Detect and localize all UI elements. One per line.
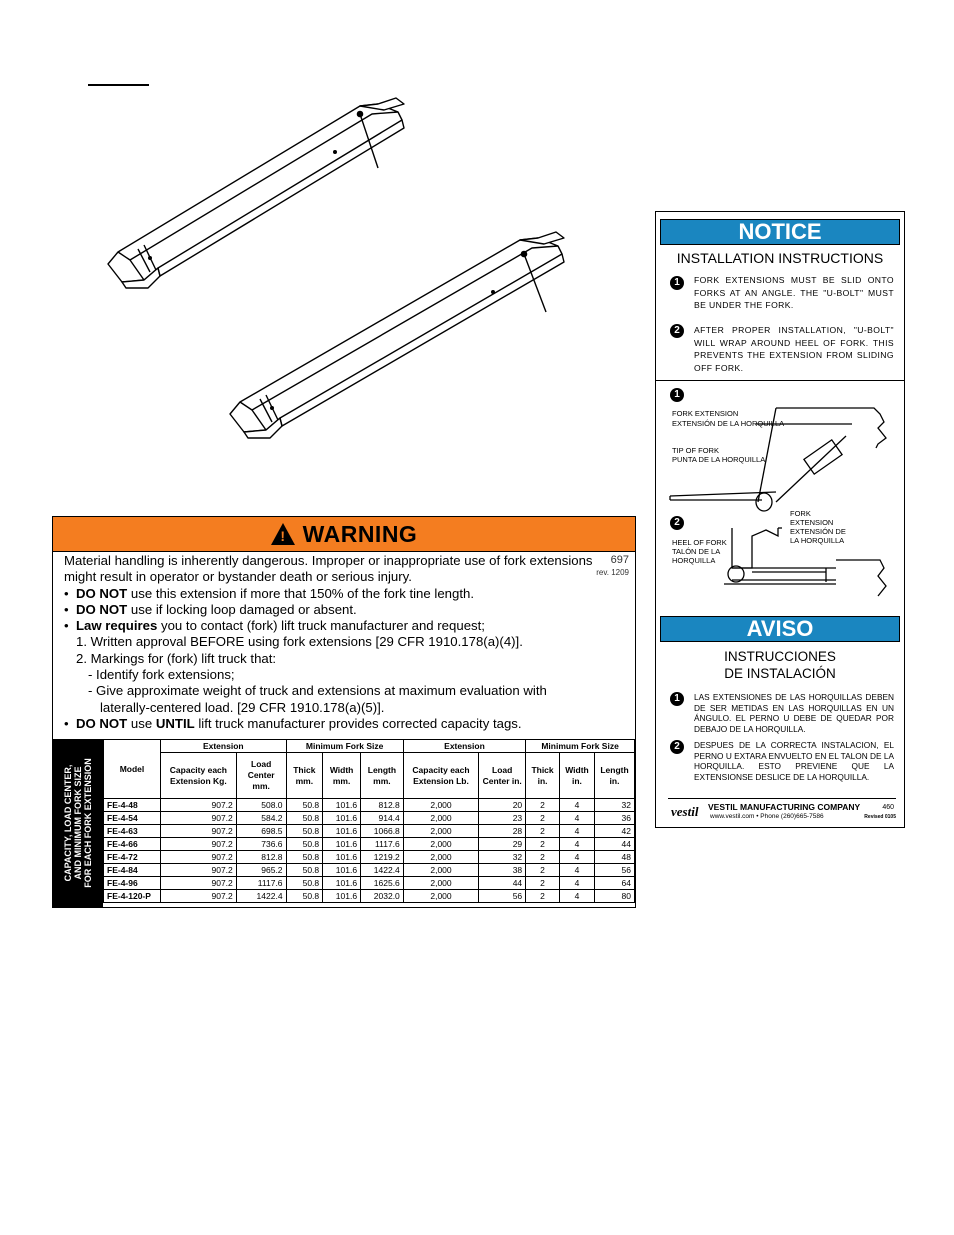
step-1-icon: 1 [670,276,684,290]
table-cell: 50.8 [286,864,323,877]
table-cell: 4 [559,799,594,812]
table-cell: 101.6 [323,877,361,890]
table-cell: 4 [559,851,594,864]
table-cell: 2,000 [403,838,478,851]
table-cell: 2032.0 [361,890,404,903]
es-step-1-icon: 1 [670,692,684,706]
table-row [104,851,635,864]
figure-1-icon: 1 [670,388,684,402]
fig2-label-horquilla: LA HORQUILLA [790,536,845,545]
table-row [104,877,635,890]
model-header: Model [104,740,161,799]
notice-title: NOTICE [660,219,900,245]
fig1-label-fork-extension: FORK EXTENSION [672,409,739,418]
step-2-icon: 2 [670,324,684,338]
es-heading-1: INSTRUCCIONES [724,649,836,664]
divider [656,380,904,381]
table-cell: 2,000 [403,812,478,825]
warning-subitem-1: - Identify fork extensions; [88,667,235,683]
fork-extensions-illustration [60,92,620,452]
table-cell: 907.2 [161,890,237,903]
fork-extension-upper [108,98,404,288]
warning-item-1: 1. Written approval BEFORE using fork extensions [29 CFR 1910.178(a)(4)]. [76,634,523,650]
group-header: Extension [161,740,287,753]
table-cell: 36 [595,812,635,825]
table-cell: 101.6 [323,851,361,864]
top-rule [88,84,149,86]
table-cell: 1422.4 [361,864,404,877]
table-cell: 50.8 [286,812,323,825]
table-cell: 32 [595,799,635,812]
table-cell: 1219.2 [361,851,404,864]
column-header: Thick in. [526,753,560,799]
fig2-label-extension: EXTENSION [790,518,834,527]
table-cell: 23 [479,812,526,825]
fig1-label-tip: TIP OF FORK [672,446,719,455]
table-cell: 28 [479,825,526,838]
fork-extension-lower [230,232,564,438]
model-cell: FE-4-120-P [104,890,161,903]
table-cell: 2,000 [403,799,478,812]
table-row [104,838,635,851]
model-cell: FE-4-63 [104,825,161,838]
capacity-table [103,739,635,903]
table-cell: 50.8 [286,838,323,851]
column-header: Thick mm. [286,753,323,799]
es-step-1-text: LAS EXTENSIONES DE LAS HORQUILLAS DEBEN DE SER METIDAS EN LAS HORQUILLAS EN UN ÁNGULO. EL PERNO U DEBE DE QUEDAR POR DEBAJO DE LA HORQUILLA. [694,692,894,734]
table-cell: 4 [559,838,594,851]
table-cell: 4 [559,890,594,903]
table-cell: 1625.6 [361,877,404,890]
table-cell: 907.2 [161,799,237,812]
table-cell: 2 [526,812,560,825]
warning-triangle-icon: ! [271,523,295,545]
table-cell: 965.2 [236,864,286,877]
table-cell: 32 [479,851,526,864]
table-cell: 1117.6 [236,877,286,890]
company-name: VESTIL MANUFACTURING COMPANY [708,802,861,812]
table-row [104,812,635,825]
table-cell: 2,000 [403,877,478,890]
warning-bullet-1: • DO NOT use this extension if more that 150% of the fork tine length. [64,585,474,601]
model-cell: FE-4-96 [104,877,161,890]
table-cell: 907.2 [161,851,237,864]
model-cell: FE-4-66 [104,838,161,851]
label-revision: rev. 1209 [596,568,629,577]
group-header: Minimum Fork Size [286,740,403,753]
table-cell: 698.5 [236,825,286,838]
table-cell: 907.2 [161,864,237,877]
column-header: Load Center mm. [236,753,286,799]
fig2-label-extension-es: EXTENSIÓN DE [790,527,846,536]
warning-intro: Material handling is inherently dangerous. Improper or inappropriate use of fork extensions might result in operator or bystander death or serious injury. [64,553,593,585]
company-contact: www.vestil.com • Phone (260)665-7586 [710,813,824,820]
fig2-label-heel-es-2: HORQUILLA [672,556,716,565]
es-step-2-text: DESPUES DE LA CORRECTA INSTALACION, EL PERNO U EXTARA ENVUELTO EN EL TALON DE LA HORQUILLA. ESTO PREVIENE QUE LA EXTENSIONSE DESLICE DE LA HORQUILLA. [694,740,894,782]
installation-instructions-heading: INSTALLATION INSTRUCTIONS [676,250,884,266]
table-cell: 508.0 [236,799,286,812]
table-cell: 907.2 [161,812,237,825]
table-cell: 1066.8 [361,825,404,838]
table-row [104,825,635,838]
table-cell: 4 [559,864,594,877]
fig2-label-fork: FORK [790,509,811,518]
table-cell: 1117.6 [361,838,404,851]
table-cell: 812.8 [236,851,286,864]
column-header: Width mm. [323,753,361,799]
aviso-title: AVISO [660,616,900,642]
model-cell: FE-4-54 [104,812,161,825]
table-cell: 736.6 [236,838,286,851]
table-cell: 50.8 [286,825,323,838]
table-cell: 20 [479,799,526,812]
table-cell: 2 [526,799,560,812]
table-cell: 4 [559,812,594,825]
table-row [104,864,635,877]
table-cell: 101.6 [323,890,361,903]
warning-item-2: 2. Markings for (fork) lift truck that: [76,650,277,666]
table-cell: 2 [526,877,560,890]
table-cell: 2 [526,890,560,903]
table-cell: 584.2 [236,812,286,825]
warning-title: WARNING [302,520,418,547]
es-step-2-icon: 2 [670,740,684,754]
table-cell: 50.8 [286,851,323,864]
table-cell: 50.8 [286,877,323,890]
column-header: Load Center in. [479,753,526,799]
fig2-label-heel-es: TALÓN DE LA [672,547,721,556]
model-cell: FE-4-48 [104,799,161,812]
column-header: Width in. [559,753,594,799]
table-cell: 907.2 [161,877,237,890]
table-cell: 2 [526,838,560,851]
table-row [104,890,635,903]
table-cell: 80 [595,890,635,903]
label-footer [668,798,896,825]
warning-bullet-2: • DO NOT use if locking loop damaged or absent. [64,601,357,617]
table-cell: 907.2 [161,825,237,838]
figure-2-icon: 2 [670,516,684,530]
table-cell: 48 [595,851,635,864]
table-cell: 101.6 [323,864,361,877]
label-number-value: 697 [610,554,629,566]
notice-label [655,211,905,828]
table-cell: 56 [479,890,526,903]
table-cell: 4 [559,877,594,890]
warning-label [52,516,636,908]
column-header: Capacity each Extension Kg. [161,753,237,799]
table-cell: 2 [526,825,560,838]
warning-body [64,553,604,732]
fig1-label-tip-es: PUNTA DE LA HORQUILLA [672,455,766,464]
step-2-text: AFTER PROPER INSTALLATION, "U-BOLT" WILL WRAP AROUND HEEL OF FORK. THIS PREVENTS THE EXTENSION FROM SLIDING OFF FORK. [694,325,894,373]
notice-label-number: 460 [882,804,894,811]
column-header: Capacity each Extension Lb. [403,753,478,799]
model-cell: FE-4-84 [104,864,161,877]
fig2-label-heel: HEEL OF FORK [672,538,727,547]
table-cell: 42 [595,825,635,838]
fig1-label-extension-es: EXTENSIÓN DE LA HORQUILLA [672,419,785,428]
warning-subitem-2-cont: laterally-centered load. [29 CFR 1910.178(a)(5)]. [100,699,385,715]
table-cell: 44 [595,838,635,851]
table-cell: 50.8 [286,799,323,812]
table-cell: 56 [595,864,635,877]
column-header: Length mm. [361,753,404,799]
table-cell: 44 [479,877,526,890]
table-cell: 2,000 [403,864,478,877]
notice-revised: Revised 0105 [864,814,896,820]
table-cell: 50.8 [286,890,323,903]
table-cell: 914.4 [361,812,404,825]
warning-bullet-4: • DO NOT use UNTIL lift truck manufacturer provides corrected capacity tags. [64,715,522,731]
warning-bullet-3: • Law requires you to contact (fork) lift truck manufacturer and request; [64,618,485,634]
table-cell: 29 [479,838,526,851]
warning-subitem-2: - Give approximate weight of truck and extensions at maximum evaluation with [88,683,547,699]
table-side-label: CAPACITY, LOAD CENTER, AND MINIMUM FORK SIZE FOR EACH FORK EXTENSION [63,758,93,888]
group-header: Extension [403,740,525,753]
table-cell: 2 [526,851,560,864]
model-cell: FE-4-72 [104,851,161,864]
es-heading-2: DE INSTALACIÓN [724,666,836,681]
table-cell: 2 [526,864,560,877]
table-cell: 101.6 [323,799,361,812]
warning-header [53,517,635,552]
vestil-logo: vestil [671,804,699,819]
capacity-table-block [53,739,635,907]
table-cell: 38 [479,864,526,877]
table-cell: 812.8 [361,799,404,812]
step-1-text: FORK EXTENSIONS MUST BE SLID ONTO FORKS AT AN ANGLE. THE "U-BOLT" MUST BE UNDER THE FORK. [694,275,894,310]
table-cell: 101.6 [323,812,361,825]
group-header: Minimum Fork Size [526,740,635,753]
table-side-label-box [53,739,103,907]
table-cell: 4 [559,825,594,838]
table-cell: 2,000 [403,851,478,864]
table-cell: 101.6 [323,825,361,838]
table-cell: 101.6 [323,838,361,851]
table-cell: 2,000 [403,890,478,903]
table-cell: 1422.4 [236,890,286,903]
column-header: Length in. [595,753,635,799]
table-row [104,799,635,812]
table-cell: 64 [595,877,635,890]
table-cell: 2,000 [403,825,478,838]
table-cell: 907.2 [161,838,237,851]
